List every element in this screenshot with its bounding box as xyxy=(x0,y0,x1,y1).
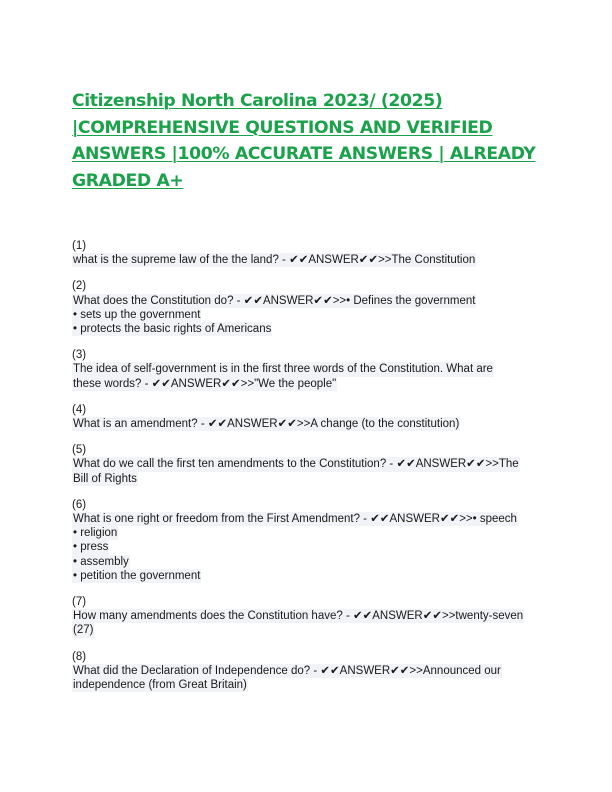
qa-item-7 xyxy=(72,595,547,638)
qa-text-line: • protects the basic rights of Americans xyxy=(73,323,272,336)
qa-item-3 xyxy=(72,348,547,391)
qa-number: (2) xyxy=(72,280,87,293)
qa-number: (7) xyxy=(72,596,87,609)
qa-text-line: How many amendments does the Constitution have? - ✔✔ANSWER✔✔>>twenty-seven xyxy=(73,610,524,623)
qa-number: (6) xyxy=(72,498,87,511)
qa-text-line: Bill of Rights xyxy=(73,472,137,485)
qa-text-line: (27) xyxy=(73,624,94,637)
qa-number: (3) xyxy=(72,349,87,362)
qa-number: (4) xyxy=(72,403,87,416)
qa-number: (8) xyxy=(72,650,87,663)
qa-text-line: • petition the government xyxy=(73,569,201,582)
qa-text-line: What is one right or freedom from the First Amendment? - ✔✔ANSWER✔✔>>• speech xyxy=(73,513,517,526)
qa-text-line: What does the Constitution do? - ✔✔ANSWER✔✔>>• Defines the government xyxy=(73,294,476,307)
qa-number: (5) xyxy=(72,444,87,457)
qa-text-line: what is the supreme law of the the land? - ✔✔ANSWER✔✔>>The Constitution xyxy=(73,254,476,267)
qa-text-line: What did the Declaration of Independence do? - ✔✔ANSWER✔✔>>Announced our xyxy=(73,664,501,677)
qa-list xyxy=(72,239,547,704)
qa-text-line: • assembly xyxy=(73,555,129,568)
qa-item-2 xyxy=(72,279,547,336)
qa-text-line: independence (from Great Britain) xyxy=(73,679,247,692)
qa-number: (1) xyxy=(72,240,87,252)
qa-item-5 xyxy=(72,443,547,486)
qa-item-8 xyxy=(72,650,547,693)
qa-text-line: The idea of self-government is in the first three words of the Constitution. What are xyxy=(73,363,493,376)
qa-item-6 xyxy=(72,498,547,583)
qa-item-4 xyxy=(72,403,547,431)
qa-text-line: • sets up the government xyxy=(73,308,201,321)
qa-text-line: What is an amendment? - ✔✔ANSWER✔✔>>A change (to the constitution) xyxy=(73,418,460,431)
qa-text-line: • press xyxy=(73,541,109,554)
qa-item-1 xyxy=(72,239,547,267)
qa-text-line: • religion xyxy=(73,527,118,540)
qa-text-line: these words? - ✔✔ANSWER✔✔>>"We the people" xyxy=(73,377,337,390)
qa-text-line: What do we call the first ten amendments to the Constitution? - ✔✔ANSWER✔✔>>The xyxy=(73,458,519,471)
document-title: Citizenship North Carolina 2023/ (2025) |COMPREHENSIVE QUESTIONS AND VERIFIED ANSWERS |100% ACCURATE ANSWERS | ALREADY GRADED A+ xyxy=(72,91,536,191)
